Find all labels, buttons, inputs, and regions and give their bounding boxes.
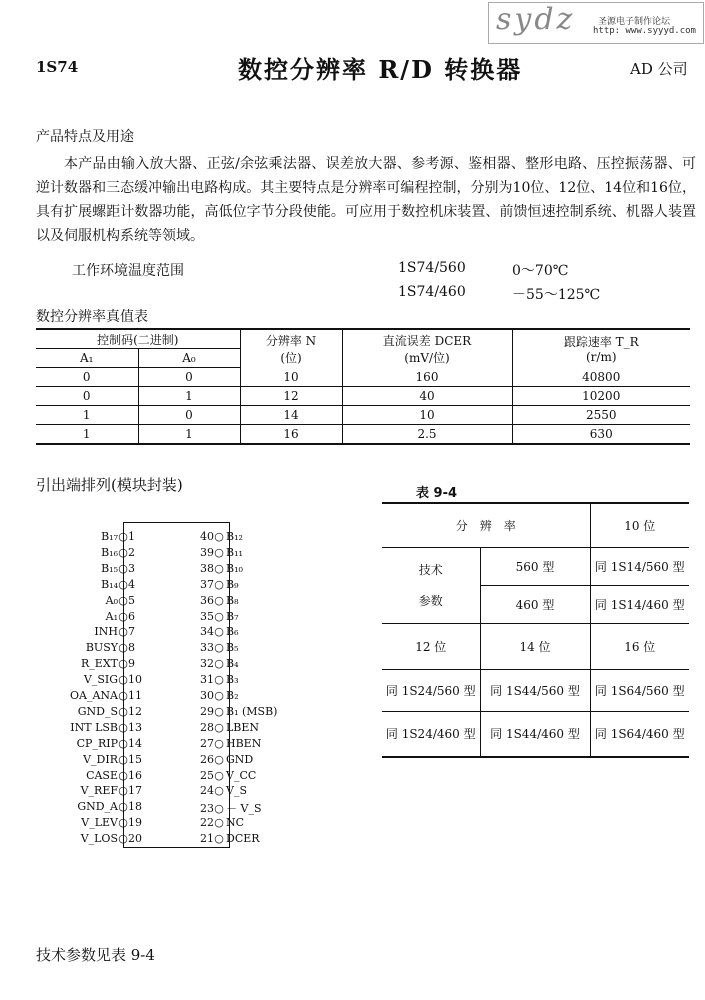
t94-type-460: 460 型 [480,585,590,623]
pin-number: 35 [200,609,214,623]
truth-cell: 10200 [512,387,690,406]
pin-dot-icon: ○ [214,625,224,639]
footer-note: 技术参数见表 9-4 [36,946,155,964]
ic-pin-left [70,625,150,638]
watermark-site-name: 圣源电子制作论坛 [598,17,671,27]
pin-dot-icon: ○ [118,800,128,814]
pin-name: GND_S [77,704,118,718]
ic-pin-right [198,625,239,638]
pin-dot-icon: ○ [214,736,224,750]
truth-cell: 0 [138,368,240,387]
pin-name: B₅ [226,641,239,655]
pin-name: BUSY [85,641,118,655]
pin-name: R_EXT [81,657,118,671]
features-paragraph: 本产品由输入放大器、正弦/余弦乘法器、误差放大器、参考源、鉴相器、整形电路、压控振荡器、可逆计数器和三态缓冲输出电路构成。其主要特点是分辨率可编程控制，分别为10位、12位、14位和16位，具有扩展螺距计数器功能，高低位字节分段使能。可应用于数控机床装置、前馈恒速控制系统、机器人装置以及伺服机构系统等领域。 [36,156,696,244]
pin-number: 8 [128,641,135,655]
table-row [36,368,690,387]
ic-pin-left [70,673,150,686]
ic-pin-right [198,594,239,607]
pin-name: V_SIG [83,673,118,687]
pin-number: 13 [128,720,142,734]
pin-number: 11 [128,689,142,702]
pin-dot-icon: ○ [118,625,128,639]
pin-number: 10 [128,673,142,687]
truth-col-n: 分辨率 N (位) [240,329,342,368]
truth-cell: 1 [138,425,240,445]
truth-cell: 160 [342,368,512,387]
pin-number: 28 [200,720,214,734]
ic-pin-right [198,800,261,816]
pin-dot-icon: ○ [118,641,128,655]
pin-dot-icon: ○ [214,641,224,655]
truth-cell: 16 [240,425,342,445]
truth-cell: 630 [512,425,690,445]
ic-pin-right [198,530,243,543]
truth-cell: 0 [36,387,138,406]
t94-res-10: 10 位 [590,503,689,547]
pin-dot-icon: ○ [118,704,128,718]
truth-table-heading: 数控分辨率真值表 [36,309,148,325]
truth-col-a0: A₀ [138,349,240,368]
pin-number: 18 [128,800,142,814]
pin-name: V_LEV [81,816,118,830]
pin-dot-icon: ○ [118,752,128,766]
t94-16-460: 同 1S64/460 型 [590,711,689,757]
pin-number: 33 [200,641,214,655]
ic-pin-left [70,657,150,670]
pinout-heading: 引出端排列(模块封装) [36,476,183,494]
t94-res-16: 16 位 [590,623,689,669]
ic-pin-left [70,769,150,782]
manufacturer: AD 公司 [630,60,688,78]
pin-name: V_CC [226,768,257,782]
pin-dot-icon: ○ [118,561,128,575]
truth-cell: 1 [36,406,138,425]
pin-dot-icon: ○ [118,736,128,750]
pin-number: 31 [200,673,214,687]
pin-number: 23 [200,802,214,816]
ic-pin-right [198,546,243,559]
pin-name: B₉ [226,577,239,591]
pin-name: B₇ [226,609,239,623]
ic-pin-right [198,769,256,782]
t94-val-10-560: 同 1S14/560 型 [590,547,689,585]
pin-dot-icon: ○ [214,704,224,718]
ic-pin-left [70,705,150,718]
pin-number: 17 [128,784,142,798]
features-heading: 产品特点及用途 [36,129,134,145]
env-model-460: 1S74/460 [398,284,466,300]
pin-number: 34 [200,625,214,639]
table-9-4-caption: 表 9-4 [416,486,458,501]
pin-dot-icon: ○ [118,593,128,607]
pin-name: V_S [226,784,247,798]
pin-dot-icon: ○ [214,720,224,734]
pin-name: V_LOS [80,832,118,846]
t94-res-12: 12 位 [382,623,480,669]
pin-number: 6 [128,609,135,623]
ic-pin-left [70,546,150,559]
pin-name: CP_RIP [76,736,118,750]
pin-dot-icon: ○ [118,832,128,846]
ic-pin-right [198,641,239,654]
pin-number: 39 [200,545,214,559]
pin-dot-icon: ○ [214,530,224,543]
pin-number: 25 [200,768,214,782]
ic-pin-right [198,832,260,845]
pin-number: 29 [200,704,214,718]
t94-val-10-460: 同 1S14/460 型 [590,585,689,623]
pin-number: 2 [128,545,135,559]
pin-number: 7 [128,625,135,639]
pin-number: 26 [200,752,214,766]
table-9-4 [382,502,689,758]
pin-number: 5 [128,593,135,607]
t94-14-460: 同 1S44/460 型 [480,711,590,757]
pin-number: 21 [200,832,214,846]
pin-name: DCER [226,832,260,846]
ic-pin-left [70,800,150,813]
truth-cell: 2550 [512,406,690,425]
ic-pin-right [198,610,239,623]
page-title: 数控分辨率 R/D 转换器 [238,55,523,84]
pin-name: NC [226,816,245,830]
pin-number: 16 [128,768,142,782]
pin-dot-icon: ○ [214,593,224,607]
pin-name: INT LSB [70,720,118,734]
pin-dot-icon: ○ [214,545,224,559]
ic-pin-left [70,816,150,829]
pin-number: 19 [128,816,142,830]
pin-name: B₁₅ [101,561,118,575]
pin-name: B₁₄ [101,577,118,591]
truth-cell: 0 [36,368,138,387]
pin-name: A₀ [105,593,118,607]
pin-dot-icon: ○ [214,689,224,702]
pin-dot-icon: ○ [118,577,128,591]
pin-dot-icon: ○ [214,609,224,623]
ic-pin-right [198,562,243,575]
ic-pin-right [198,578,239,591]
pin-name: B₃ [226,673,239,687]
pin-name: B₁₇ [101,530,118,543]
pin-name: INH [94,625,118,639]
t94-resolution-label: 分 辨 率 [382,503,590,547]
pin-dot-icon: ○ [118,673,128,687]
pin-name: HBEN [226,736,262,750]
pin-dot-icon: ○ [214,657,224,671]
pin-number: 32 [200,657,214,671]
truth-cell: 10 [342,406,512,425]
pin-dot-icon: ○ [118,530,128,543]
ic-pin-right [198,784,247,797]
pin-number: 30 [200,689,214,702]
pin-dot-icon: ○ [214,752,224,766]
env-temp-label: 工作环境温度范围 [72,263,184,279]
pin-name: LBEN [226,720,260,734]
pin-dot-icon: ○ [118,784,128,798]
ic-pin-left [70,530,150,543]
ic-pin-left [70,784,150,797]
pin-dot-icon: ○ [214,561,224,575]
ic-pin-left [70,578,150,591]
ic-pin-right [198,721,259,734]
ic-pin-right [198,705,277,718]
pin-number: 20 [128,832,142,846]
pin-number: 38 [200,561,214,575]
ic-pin-left [70,689,150,702]
table-row [36,406,690,425]
truth-cell: 2.5 [342,425,512,445]
pin-dot-icon: ○ [118,768,128,782]
pin-dot-icon: ○ [214,832,224,846]
pin-dot-icon: ○ [214,673,224,687]
pin-name: B₁₁ [226,545,243,559]
ic-pin-right [198,737,261,750]
pin-dot-icon: ○ [214,816,224,830]
truth-cell: 14 [240,406,342,425]
pin-name: B₈ [226,593,239,607]
pin-number: 24 [200,784,214,798]
t94-tech-params: 技术 参数 [382,547,480,623]
pin-number: 27 [200,736,214,750]
pin-name: GND [226,752,254,766]
pin-number: 14 [128,736,142,750]
env-range-560: 0～70℃ [512,263,569,279]
pin-name: B₆ [226,625,239,639]
truth-cell: 10 [240,368,342,387]
ic-pin-left [70,721,150,734]
t94-12-460: 同 1S24/460 型 [382,711,480,757]
pin-name: B₁₆ [101,545,118,559]
truth-col-tr: 跟踪速率 T_R (r/m) [512,329,690,368]
pin-name: B₁ (MSB) [226,704,278,718]
pin-number: 12 [128,704,142,718]
pin-dot-icon: ○ [118,609,128,623]
part-number: 1S74 [36,58,79,76]
pin-name: OA_ANA [70,689,118,702]
truth-cell: 12 [240,387,342,406]
pin-dot-icon: ○ [118,689,128,702]
ic-pin-right [198,816,244,829]
pin-dot-icon: ○ [118,816,128,830]
pin-dot-icon: ○ [118,545,128,559]
pin-dot-icon: ○ [214,784,224,798]
pin-number: 40 [200,530,214,543]
ic-pin-left [70,737,150,750]
pin-name: CASE [86,768,118,782]
pin-number: 3 [128,561,135,575]
ic-pin-right [198,673,239,686]
truth-cell: 40800 [512,368,690,387]
pin-name: V_REF [80,784,118,798]
ic-pin-left [70,832,150,845]
truth-cell: 0 [138,406,240,425]
truth-cell: 40 [342,387,512,406]
truth-col-dcer: 直流误差 DCER (mV/位) [342,329,512,368]
t94-res-14: 14 位 [480,623,590,669]
t94-12-560: 同 1S24/560 型 [382,669,480,711]
ic-pin-right [198,657,239,670]
env-model-560: 1S74/560 [398,260,466,276]
ic-pin-right [198,689,239,702]
pin-name: B₁₂ [226,530,243,543]
pin-name: GND_A [77,800,118,814]
pin-name: B₄ [226,657,239,671]
watermark-logo: sydz [496,2,576,37]
table-row [36,387,690,406]
pin-number: 9 [128,657,135,671]
pin-number: 22 [200,816,214,830]
ic-pin-left [70,594,150,607]
truth-cell: 1 [138,387,240,406]
pin-dot-icon: ○ [214,577,224,591]
pin-dot-icon: ○ [118,720,128,734]
pin-number: 15 [128,752,142,766]
pin-number: 37 [200,577,214,591]
truth-table [36,328,690,445]
pin-number: 1 [128,530,135,543]
pin-name: A₁ [105,609,118,623]
pin-name: B₁₀ [226,561,243,575]
pin-name: B₂ [226,689,239,702]
pin-dot-icon: ○ [118,657,128,671]
truth-col-a1: A₁ [36,349,138,368]
pin-dot-icon: ○ [214,802,224,816]
table-row [36,425,690,445]
pin-number: 4 [128,577,135,591]
ic-pin-left [70,562,150,575]
pin-name: － V_S [226,802,262,816]
truth-cell: 1 [36,425,138,445]
ic-pin-left [70,641,150,654]
ic-pin-right [198,753,253,766]
t94-type-560: 560 型 [480,547,590,585]
t94-16-560: 同 1S64/560 型 [590,669,689,711]
pin-name: V_DIR [83,752,118,766]
ic-pin-left [70,753,150,766]
pin-number: 36 [200,593,214,607]
t94-14-560: 同 1S44/560 型 [480,669,590,711]
ic-pin-left [70,610,150,623]
watermark-url: http: www.syyyd.com [593,26,696,36]
truth-group-header: 控制码(二进制) [36,329,240,349]
pin-dot-icon: ○ [214,768,224,782]
env-range-460: －55～125℃ [512,287,601,303]
